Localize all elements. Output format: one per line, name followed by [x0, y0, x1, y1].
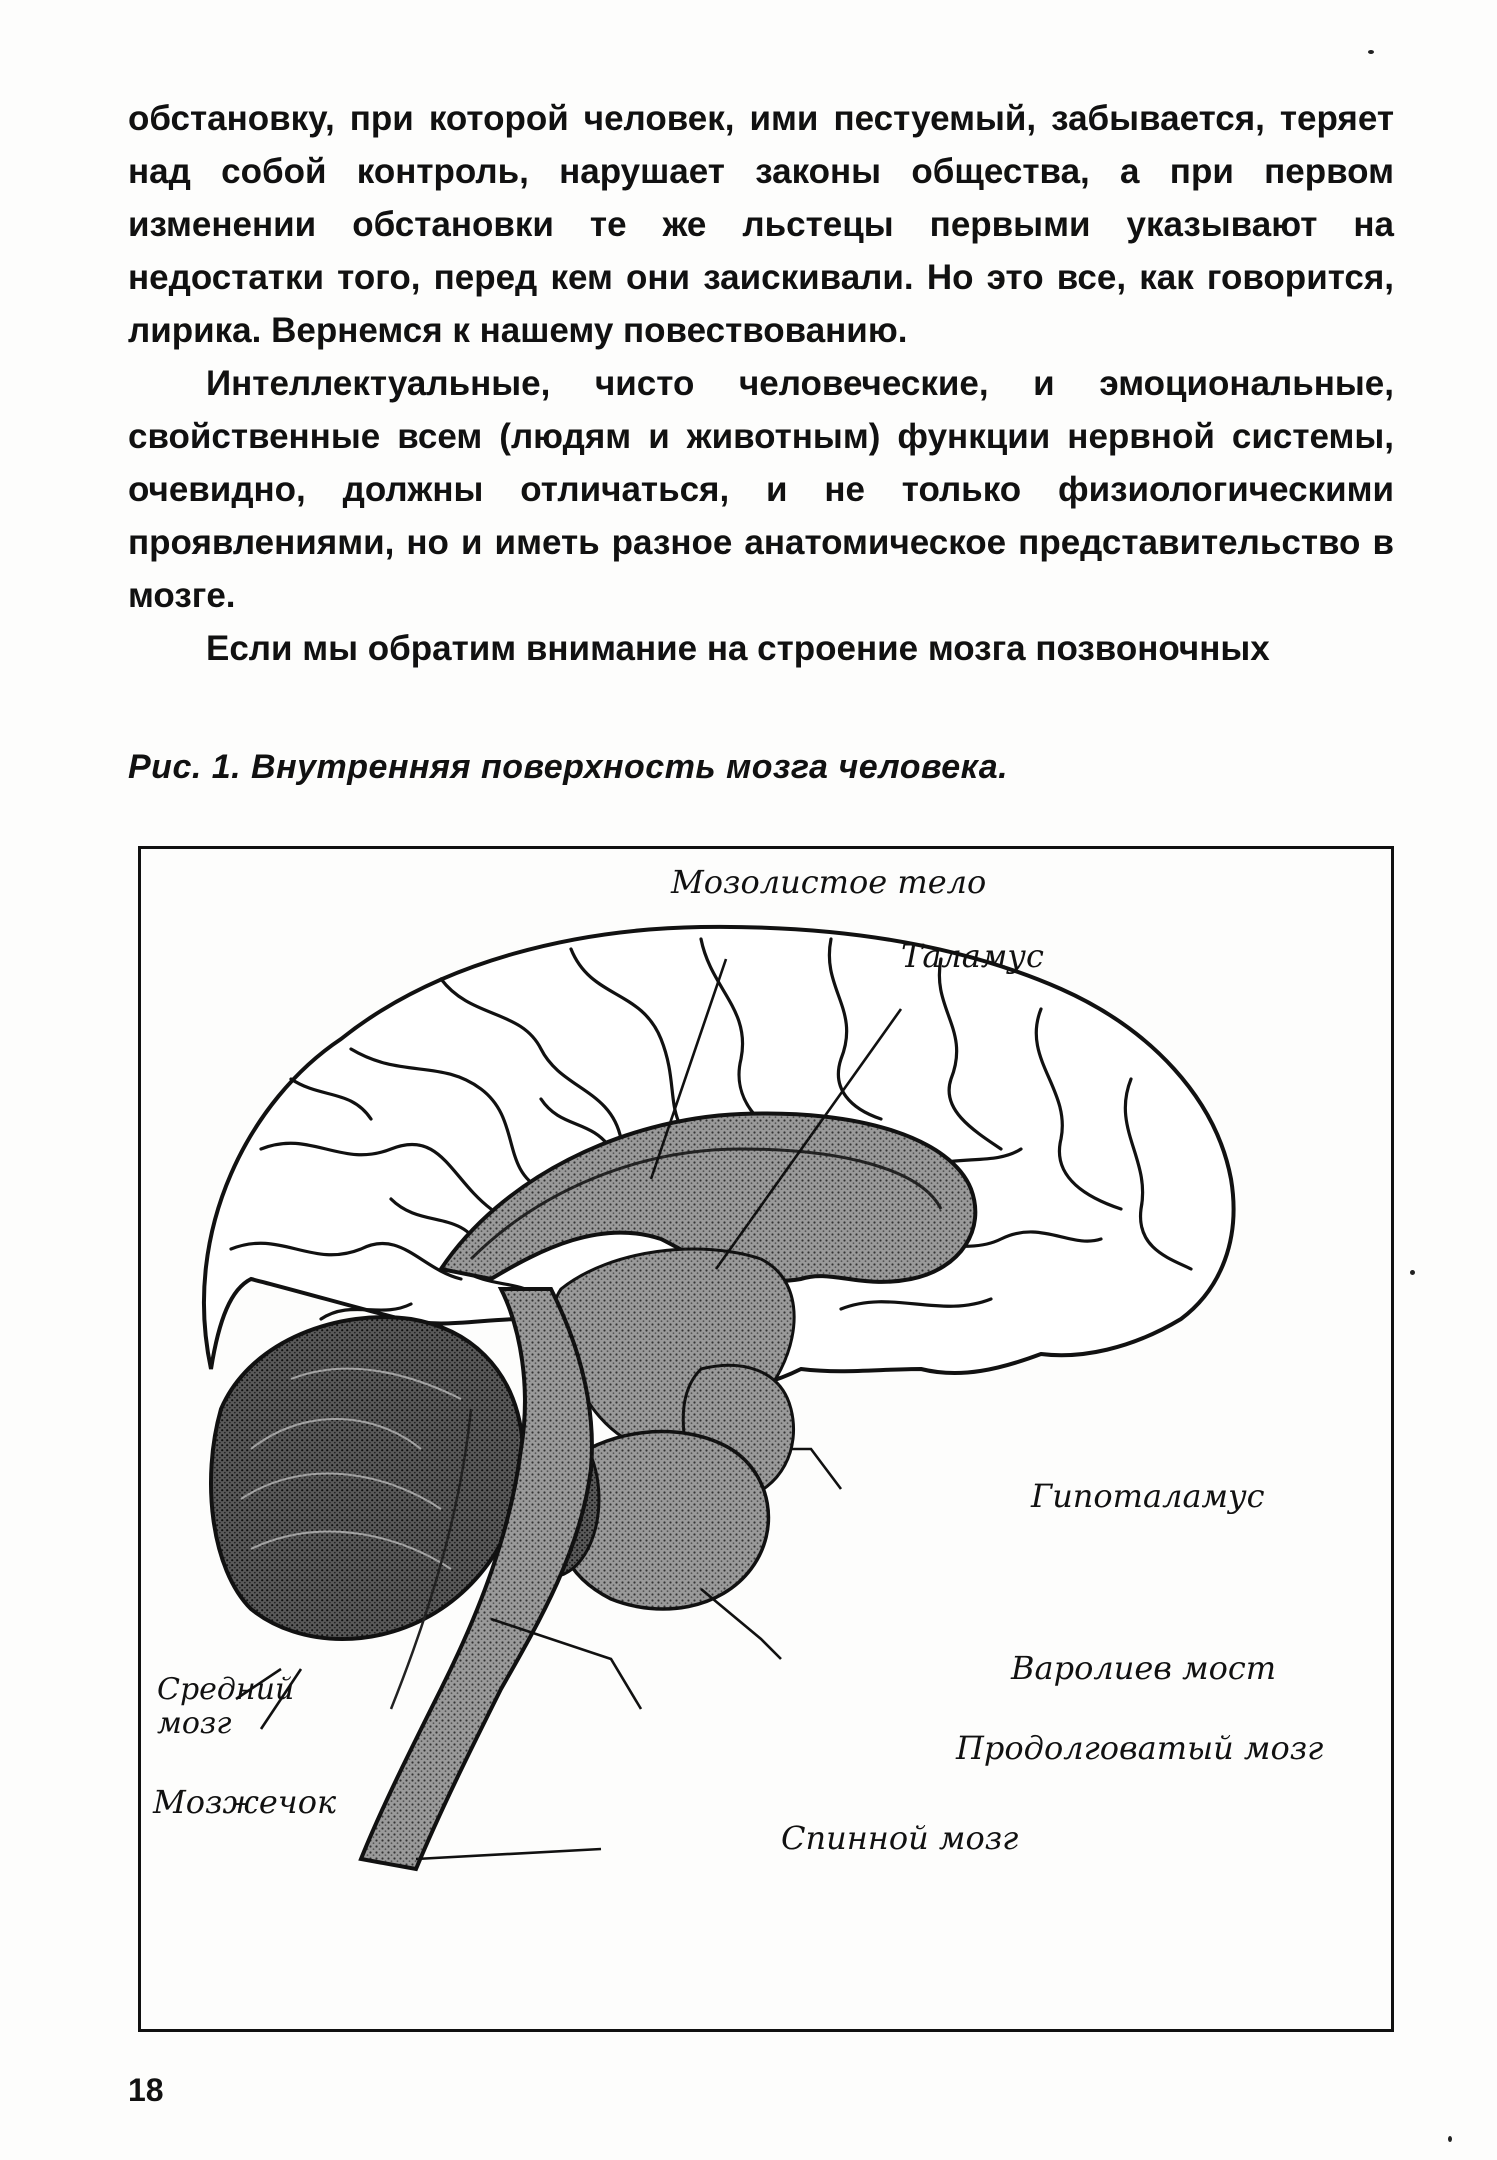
label-thalamus: Таламус [901, 937, 1044, 975]
figure-frame [138, 846, 1394, 2032]
label-cerebellum: Мозжечок [153, 1783, 337, 1821]
label-medulla: Продолговатый мозг [956, 1729, 1324, 1767]
brain-illustration [141, 849, 1391, 2029]
paragraph-1: обстановку, при которой человек, ими пестуемый, забывается, теряет над собой контроль, нарушает законы общества, а при первом изменении обстановки те же льстецы первыми указывают на недостатки того, перед кем они заискивали. Но это все, как говорится, лирика. Вернемся к нашему повествованию. [128, 99, 1394, 350]
page-number: 18 [128, 2072, 164, 2108]
paragraph-3: Если мы обратим внимание на строение мозга позвоночных [206, 629, 1270, 668]
label-pons: Варолиев мост [1011, 1649, 1277, 1687]
body-text [128, 92, 1394, 675]
scan-speck [1368, 50, 1374, 54]
label-hypothalamus: Гипоталамус [1031, 1477, 1265, 1515]
scan-speck [1410, 1270, 1415, 1275]
label-spinal-cord: Спинной мозг [781, 1819, 1019, 1857]
paragraph-2: Интеллектуальные, чисто человеческие, и эмоциональные, свойственные всем (людям и животным) функции нервной системы, очевидно, должны отличаться, и не только физиологическими проявлениями, но и иметь разное анатомическое представительство в мозге. [128, 364, 1394, 615]
figure-caption: Рис. 1. Внутренняя поверхность мозга человека. [128, 748, 1009, 786]
label-midbrain: Средний мозг [157, 1672, 295, 1741]
scan-speck [1448, 2136, 1452, 2142]
label-corpus-callosum: Мозолистое тело [671, 863, 987, 901]
